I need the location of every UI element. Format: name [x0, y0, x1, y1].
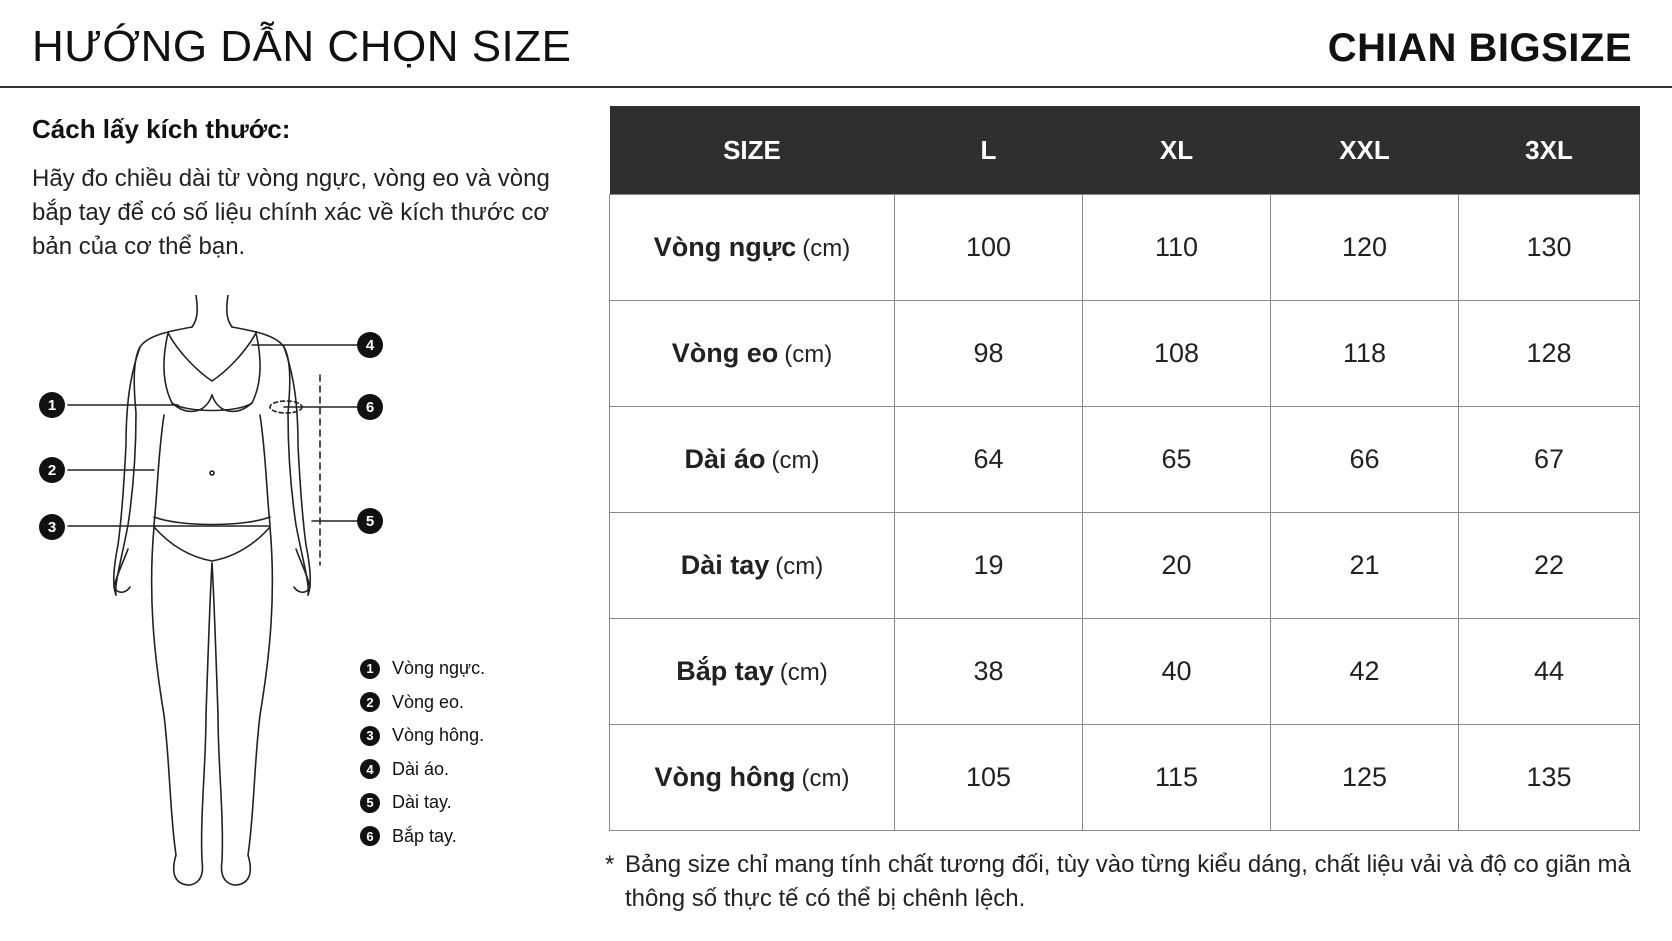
table-row [610, 513, 1640, 619]
table-cell: 20 [1083, 513, 1271, 619]
legend-label: Vòng eo. [392, 691, 465, 712]
table-cell: 19 [895, 513, 1083, 619]
table-cell: 21 [1271, 513, 1459, 619]
footnote [605, 848, 1645, 916]
marker-3: 3 [47, 519, 57, 536]
table-cell: 125 [1271, 725, 1459, 831]
marker-1: 1 [47, 397, 57, 414]
table-cell: 22 [1459, 513, 1640, 619]
legend-item [360, 686, 485, 720]
legend-number: 6 [360, 826, 380, 846]
footnote-asterisk: * [605, 851, 615, 878]
legend-number: 3 [360, 726, 380, 746]
legend-label: Dài tay. [392, 792, 452, 813]
brand-name: CHIAN BIGSIZE [1327, 26, 1632, 70]
table-cell: 100 [895, 195, 1083, 301]
row-unit: (cm) [775, 553, 824, 580]
column-header-xxl: XXL [1271, 106, 1459, 195]
row-name: Vòng ngực [653, 232, 797, 262]
row-name: Vòng hông [654, 762, 796, 792]
column-header-size: SIZE [610, 106, 895, 195]
row-unit: (cm) [771, 447, 820, 474]
table-cell: 44 [1459, 619, 1640, 725]
table-header-row [610, 106, 1640, 195]
legend-label: Vòng ngực. [392, 658, 486, 679]
table-row [610, 619, 1640, 725]
legend-number: 1 [360, 659, 380, 679]
table-cell: 38 [895, 619, 1083, 725]
table-cell: 98 [895, 301, 1083, 407]
row-label [610, 619, 895, 725]
row-name: Bắp tay [676, 656, 774, 686]
row-unit: (cm) [779, 659, 828, 686]
table-cell: 40 [1083, 619, 1271, 725]
marker-6: 6 [365, 399, 375, 416]
size-chart-table [609, 106, 1640, 831]
table-cell: 66 [1271, 407, 1459, 513]
row-name: Dài áo [684, 444, 766, 474]
table-cell: 42 [1271, 619, 1459, 725]
legend-number: 4 [360, 759, 380, 779]
row-name: Vòng eo [671, 338, 779, 368]
legend-item [360, 820, 485, 854]
page-title: HƯỚNG DẪN CHỌN SIZE [32, 22, 572, 71]
row-label [610, 195, 895, 301]
table-cell: 110 [1083, 195, 1271, 301]
table-cell: 65 [1083, 407, 1271, 513]
row-label [610, 301, 895, 407]
row-label [610, 407, 895, 513]
legend-number: 2 [360, 692, 380, 712]
marker-5: 5 [365, 513, 375, 530]
marker-2: 2 [47, 462, 57, 479]
column-header-3xl: 3XL [1459, 106, 1640, 195]
measurement-markers [39, 332, 383, 540]
legend-label: Vòng hông. [392, 725, 485, 746]
table-cell: 115 [1083, 725, 1271, 831]
table-cell: 105 [895, 725, 1083, 831]
row-label [610, 725, 895, 831]
legend-label: Bắp tay. [392, 825, 457, 846]
row-unit: (cm) [801, 765, 850, 792]
marker-4: 4 [365, 337, 375, 354]
table-cell: 120 [1271, 195, 1459, 301]
table-row [610, 725, 1640, 831]
table-row [610, 301, 1640, 407]
table-cell: 64 [895, 407, 1083, 513]
table-row [610, 407, 1640, 513]
table-row [610, 195, 1640, 301]
row-unit: (cm) [784, 341, 833, 368]
table-cell: 130 [1459, 195, 1640, 301]
legend-item [360, 719, 485, 753]
table-cell: 128 [1459, 301, 1640, 407]
column-header-xl: XL [1083, 106, 1271, 195]
guide-text: Hãy đo chiều dài từ vòng ngực, vòng eo và vòng bắp tay để có số liệu chính xác về kích thước cơ bản của cơ thể bạn. [32, 165, 550, 260]
table-cell: 108 [1083, 301, 1271, 407]
table-cell: 118 [1271, 301, 1459, 407]
legend-item [360, 753, 485, 787]
legend-number: 5 [360, 793, 380, 813]
measurement-legend [360, 652, 485, 853]
column-header-l: L [895, 106, 1083, 195]
row-name: Dài tay [680, 550, 770, 580]
footnote-text: Bảng size chỉ mang tính chất tương đối, tùy vào từng kiểu dáng, chất liệu vải và độ co giãn mà thông số thực tế có thể bị chênh lệch. [625, 851, 1631, 912]
table-cell: 67 [1459, 407, 1640, 513]
table-cell: 135 [1459, 725, 1640, 831]
legend-item [360, 786, 485, 820]
row-unit: (cm) [802, 235, 851, 262]
header-divider [0, 86, 1672, 88]
guide-heading: Cách lấy kích thước: [32, 114, 291, 144]
legend-label: Dài áo. [392, 758, 450, 779]
row-label [610, 513, 895, 619]
legend-item [360, 652, 485, 686]
